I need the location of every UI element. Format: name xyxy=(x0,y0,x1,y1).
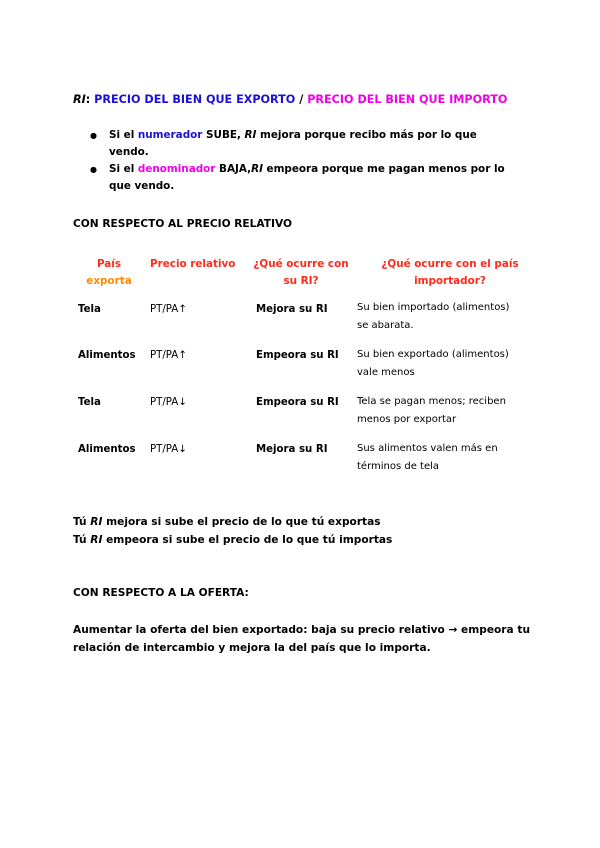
supply-paragraph: Aumentar la oferta del bien exportado: baja su precio relativo → empeora tu relación de intercambio y mejora la del país que lo importa. xyxy=(73,624,530,654)
header-country-line1: País xyxy=(96,258,122,270)
header-importer-line2: importador? xyxy=(414,275,486,287)
row3-desc-line1: Tela se pagan menos; reciben xyxy=(357,396,506,407)
row3-country: Tela xyxy=(78,397,101,408)
row1-description xyxy=(357,299,527,335)
row3-desc-line2: menos por exportar xyxy=(357,414,457,425)
row4-desc-line2: términos de tela xyxy=(357,461,440,472)
row2-ri: Empeora su RI xyxy=(256,350,339,361)
row1-desc-line1: Su bien importado (alimentos) xyxy=(357,302,510,313)
header-country-line2: exporta xyxy=(86,275,132,287)
ri-colon: : xyxy=(85,93,91,106)
row2-desc-line2: vale menos xyxy=(357,367,415,378)
ri-abbrev: RI xyxy=(90,534,103,546)
header-ri-line2: su RI? xyxy=(283,275,319,287)
row2-description xyxy=(357,346,527,382)
ri-separator: / xyxy=(295,93,308,106)
exported-price-text: PRECIO DEL BIEN QUE EXPORTO xyxy=(94,93,296,106)
row4-country: Alimentos xyxy=(78,444,136,455)
row2-country: Alimentos xyxy=(78,350,136,361)
bullet-text: SUBE, xyxy=(202,129,245,141)
row4-description xyxy=(357,440,527,476)
row1-desc-line2: se abarata. xyxy=(357,320,414,331)
header-country xyxy=(78,256,140,290)
header-relative-price: Precio relativo xyxy=(150,258,236,270)
relative-price-heading: CON RESPECTO AL PRECIO RELATIVO xyxy=(73,218,292,230)
conclusion-text: Tú xyxy=(73,534,91,546)
ri-abbrev: RI xyxy=(244,129,257,141)
bullet-denominator xyxy=(90,161,510,195)
conclusion-text: Tú xyxy=(73,516,91,528)
bullet-numerator xyxy=(90,127,510,161)
header-ri-line1: ¿Qué ocurre con xyxy=(253,258,349,270)
row4-price: PT/PA↓ xyxy=(150,444,187,455)
header-importer xyxy=(355,256,545,290)
bullet-text: empeora porque me pagan menos por lo que vendo. xyxy=(109,163,505,192)
row4-ri: Mejora su RI xyxy=(256,444,328,455)
bullet-text: Si el xyxy=(109,129,138,141)
conclusion-text: mejora si sube el precio de lo que tú exportas xyxy=(102,516,381,528)
ri-abbrev: RI xyxy=(90,516,103,528)
header-ri xyxy=(248,256,354,290)
row2-desc-line1: Su bien exportado (alimentos) xyxy=(357,349,509,360)
bullet-text: mejora porque recibo más por lo que vendo. xyxy=(109,129,477,158)
denominator-highlight: denominador xyxy=(137,163,216,175)
ri-abbrev: RI xyxy=(73,93,86,106)
row3-ri: Empeora su RI xyxy=(256,397,339,408)
numerator-highlight: numerador xyxy=(137,129,203,141)
conclusion-text: empeora si sube el precio de lo que tú importas xyxy=(102,534,393,546)
row1-price: PT/PA↑ xyxy=(150,304,187,315)
row3-price: PT/PA↓ xyxy=(150,397,187,408)
supply-heading: CON RESPECTO A LA OFERTA: xyxy=(73,587,249,599)
bullet-text: Si el xyxy=(109,163,138,175)
row1-country: Tela xyxy=(78,304,101,315)
ri-bullet-list xyxy=(90,127,510,195)
imported-price-text: PRECIO DEL BIEN QUE IMPORTO xyxy=(307,93,508,106)
ri-abbrev: RI xyxy=(251,163,263,175)
bullet-text: BAJA, xyxy=(215,163,252,175)
conclusion-export xyxy=(73,516,381,528)
row4-desc-line1: Sus alimentos valen más en xyxy=(357,443,498,454)
conclusion-import xyxy=(73,534,392,546)
ri-definition xyxy=(73,93,507,106)
row2-price: PT/PA↑ xyxy=(150,350,187,361)
row1-ri: Mejora su RI xyxy=(256,304,328,315)
row3-description xyxy=(357,393,527,429)
header-importer-line1: ¿Qué ocurre con el país xyxy=(381,258,519,270)
